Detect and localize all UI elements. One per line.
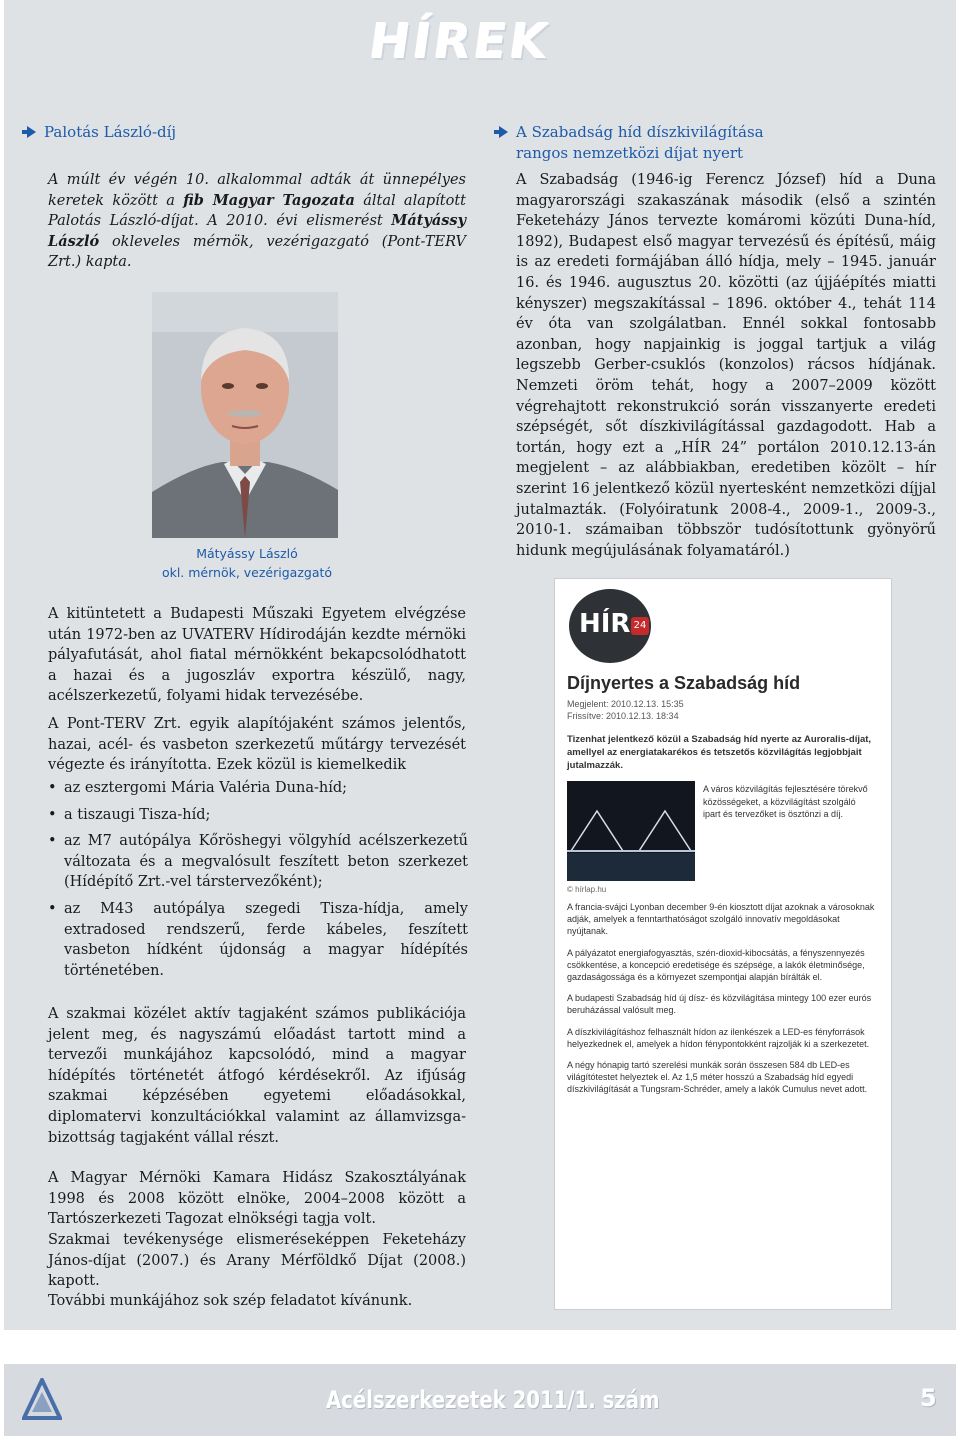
photo-credit: © hírlap.hu (567, 885, 607, 894)
body-paragraph-5: Szakmai tevékenysége elismeréseképpen Feketeházy János-díjat (2007.) és Arany Mérföldkő Díjat (2008.) kapott. (48, 1232, 466, 1290)
publisher-logo (22, 1378, 62, 1424)
clipping-headline: Díjnyertes a Szabadság híd (567, 673, 801, 693)
portrait-illustration (152, 292, 338, 538)
left-heading (22, 122, 176, 143)
clipping-lead: Tizenhat jelentkező közül a Szabadság híd nyerte az Auroralis-díjat, amellyel az energiatakarékos és tetszetős közvilágítás legjobbjait jutalmazzák. (567, 734, 872, 771)
logo-text: HÍR (579, 609, 631, 639)
triangle-logo-icon (22, 1378, 62, 1424)
body-paragraph-1: A kitüntetett a Budapesti Műszaki Egyetem elvégzése után 1972-ben az UVATERV Hídirodáján kezdte mérnöki pályafutását, ahol fiatal mérnökként bekapcsolódhatott a hazai és a jugoszláv exportra készülő, nagy, acélszerkezetű, folyami hidak tervezésébe. (48, 606, 466, 705)
intro-paragraph (48, 170, 466, 273)
left-heading-text: Palotás László-díj (44, 123, 177, 141)
photo-caption (140, 544, 354, 582)
intro-text-1: A múlt év végén 10. alkalommal adták át ünnepélyes keretek között a (48, 172, 466, 209)
clipping-updated: Frissítve: 2010.12.13. 18:34 (567, 711, 679, 721)
caption-title: okl. mérnök, vezérigazgató (161, 565, 333, 580)
clipping-paragraph: A négy hónapig tartó szerelési munkák során összesen 584 db LED-es világítótestet helyeztek el. Az 1,5 méter hosszú a Szabadság híd egyedi díszkivilágítását a Tungsram-Schréder, amely a lakók Cumulus nevet adott. (567, 1060, 868, 1095)
list-item: • a tiszaugi Tisza-híd; (48, 805, 468, 826)
caption-name: Mátyássy László (196, 546, 298, 561)
portrait-photo (152, 292, 338, 538)
clipping-paragraph: A budapesti Szabadság híd új dísz- és közvilágítása mintegy 100 ezer eurós beruházással valósult meg. (567, 993, 872, 1016)
intro-org: fib Magyar Tagozata (183, 191, 355, 209)
body-paragraph-3: A szakmai közélet aktív tagjaként számos publikációja jelent meg, és nagyszámú előadást tartott mind a tervezői munkájához kapcsolódó, mind a magyar hídépítés történetét átfogó kérdésekről. Az ifjúság szakmai képzésében egyetemi előadásokkal, diplomatervi konzultációkkal valamint az államvizsga-bizottság tagjaként vállal részt. (48, 1006, 466, 1146)
right-heading-line1: A Szabadság híd díszkivilágítása (516, 123, 764, 141)
clipping-body (567, 901, 879, 1105)
body-paragraph-2: A Pont-TERV Zrt. egyik alapítójaként számos jelentős, hazai, acél- és vasbeton szerkezetű műtárgy tervezését végezte és irányította. Ezek közül is kiemelkedik (48, 716, 466, 774)
arrow-icon (494, 122, 516, 143)
logo-badge: 24 (631, 617, 649, 635)
list-item: • az M7 autópálya Kőröshegyi völgyhíd acélszerkezetű változata és a megvalósult feszített beton szerkezet (Hídépítő Zrt.-vel társtervezőként); (48, 831, 468, 893)
magazine-issue: Acélszerkezetek 2011/1. szám (326, 1386, 660, 1414)
clipping-paragraph: A díszkivilágításhoz felhasznált hídon az ilenkészek a LED-es fényforrások helyezkednek el, amelyek a hídon fénypontokként rajzolják ki a szerkezetet. (567, 1026, 870, 1049)
right-heading (494, 122, 764, 164)
intro-text-3: okleveles mérnök, vezérigazgató (Pont-TERV Zrt.) kapta. (48, 233, 466, 270)
bridge-night-photo (567, 781, 695, 881)
hir24-logo (569, 589, 651, 663)
list-item: • az M43 autópálya szegedi Tisza-hídja, amely extradosed rendszerű, ferde kábeles, feszített vasbeton hídként újdonság a magyar hídépítés történetében. (48, 899, 468, 981)
intro-text-2: által alapított Palotás László-díjat. A 2010. évi elismerést (48, 192, 466, 229)
project-list (48, 778, 468, 987)
clipping-side-text: A város közvilágítás fejlesztésére törekvő közösségeket, a közvilágítást szolgáló ipart és tervezőket is ösztönzi a díj. (703, 784, 868, 819)
clipping-published: Megjelent: 2010.12.13. 15:35 (567, 699, 684, 709)
list-item: • az esztergomi Mária Valéria Duna-híd; (48, 778, 468, 799)
intro-laureate: Mátyássy László (48, 212, 466, 250)
right-heading-line2: rangos nemzetközi díjat nyert (516, 144, 744, 162)
bridge-illustration (567, 781, 695, 881)
body-paragraph-4: A Magyar Mérnöki Kamara Hidász Szakosztályának 1998 és 2008 között elnöke, 2004–2008 között a Tartószerkezeti Tagozat elnökségi tagja volt. (48, 1170, 466, 1228)
news-clipping (554, 578, 892, 1310)
page-number: 5 (920, 1384, 937, 1412)
section-title: HÍREK (366, 14, 554, 70)
clipping-paragraph: A francia-svájci Lyonban december 9-én kiosztott díjat azoknak a városoknak adják, amelyek a fenntarthatóságot szolgáló innovatív megoldásokat nyújtanak. (567, 902, 875, 937)
body-paragraph-6: További munkájához sok szép feladatot kívánunk. (48, 1293, 413, 1309)
right-body: A Szabadság (1946-ig Ferencz József) híd a Duna magyarországi szakaszának második (első a szintén Feketeházy János tervezte komáromi közúti Duna-híd, 1892), Budapest első magyar tervezésű és építésű, máig is az eredeti formájában álló hídja, mely – 1945. január 16. és 1946. augusztus 20. közötti (az újjáépítés miatti kényszer) megszakítással – 1896. október 4., tehát 114 év óta van szolgálatban. Ennél sokkal fontosabb azonban, hogy napjainkig is joggal tartjuk a világ legszebb Gerber-csuklós (konzolos) rácsos hídjának. Nemzeti öröm tehát, hogy a 2007–2009 között végrehajtott rekonstrukció során visszanyerte eredeti szépségét, sőt díszkivilágítással gazdagodott. Hab a tortán, hogy ezt a „HÍR 24” portálon 2010.12.13-án megjelent – az alábbiakban, eredetiben közölt – hír szerint 16 jelentkező közül nyertesként nemzetközi díjjal jutalmazták. (Folyóiratunk 2008-4., 2009-1., 2009-3., 2010-1. számaiban többször tudósítottunk gyönyörű hidunk megújulásának folyamatáról.) (516, 172, 936, 559)
arrow-icon (22, 122, 44, 143)
clipping-paragraph: A pályázatot energiafogyasztás, szén-dioxid-kibocsátás, a fényszennyezés csökkentése, a koncepció eredetisége és szépsége, a lakók életminősége, gazdaságossága és a környezet szempontjai alapján bírálták el. (567, 947, 865, 983)
